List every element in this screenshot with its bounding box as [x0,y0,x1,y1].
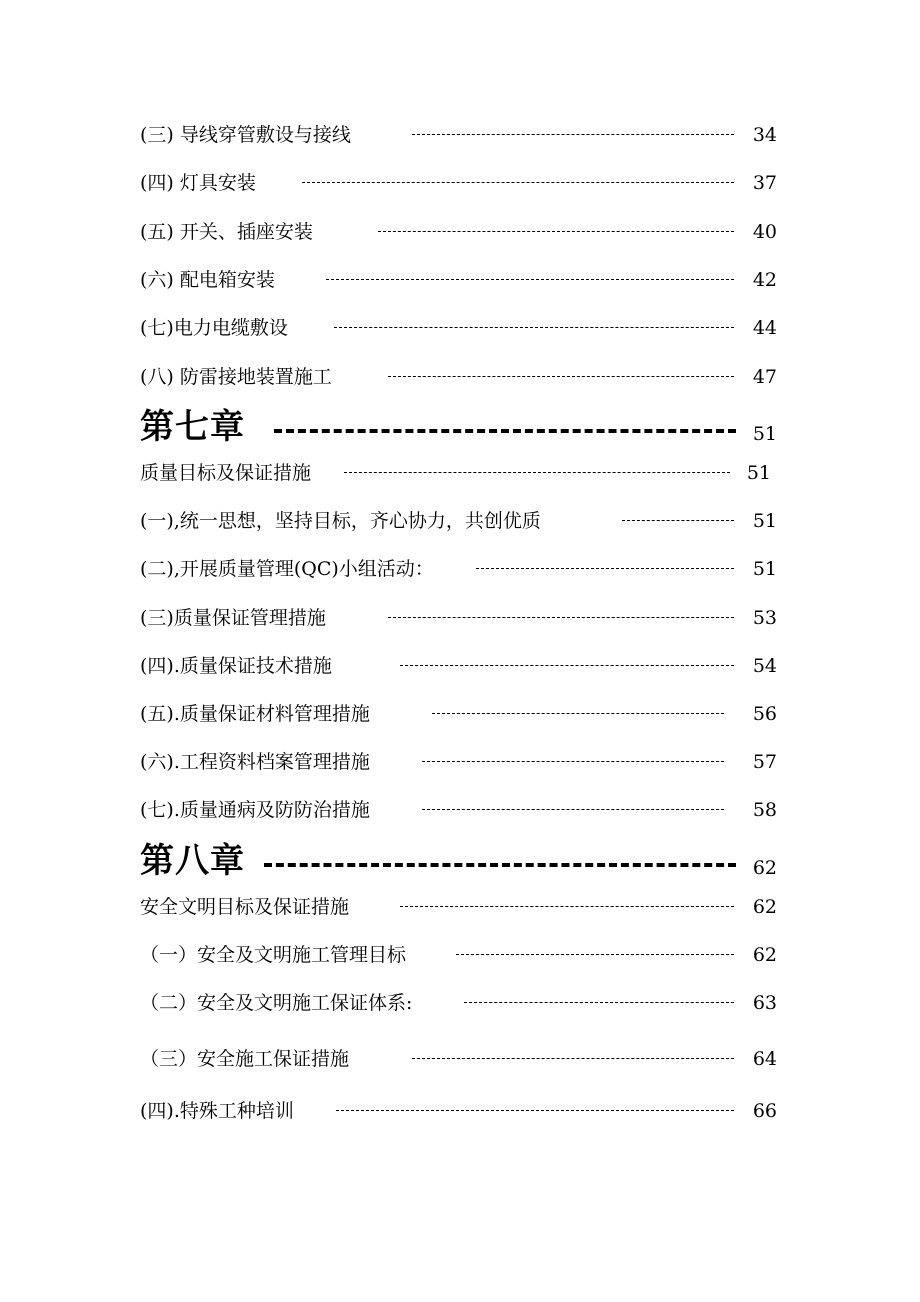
toc-page-number: 54 [752,655,777,677]
dot-leader [432,713,724,714]
toc-entry [140,217,780,247]
toc-entry [140,554,780,584]
dot-leader [422,761,724,762]
toc-entry [140,603,780,633]
toc-entry-title: 安全文明目标及保证措施 [140,896,350,918]
toc-page-number: 62 [752,896,777,918]
dot-leader [388,376,734,377]
toc-entry-title: (一),统一思想，坚持目标，齐心协力，共创优质 [140,510,541,532]
toc-entry-title: 质量目标及保证措施 [140,462,312,484]
toc-page-number: 64 [752,1048,777,1070]
toc-entry-title: (四).特殊工种培训 [140,1100,294,1122]
toc-page-number: 56 [752,703,777,725]
toc-page-number: 57 [752,751,777,773]
toc-entry [140,1096,780,1126]
dot-leader [400,665,734,666]
toc-page-number: 34 [752,124,777,146]
toc-page-number: 62 [752,857,777,879]
toc-page-number: 53 [752,607,777,629]
toc-entry-title: (二),开展质量管理(QC)小组活动： [140,558,434,580]
toc-page-number: 37 [752,172,777,194]
toc-entry-title: (五).质量保证材料管理措施 [140,703,370,725]
toc-page-number: 42 [752,269,777,291]
toc-entry [140,362,780,392]
dot-leader [476,568,734,569]
toc-entry [140,988,780,1018]
chapter-title: 第七章 [140,407,245,447]
toc-entry-title: (三) 导线穿管敷设与接线 [140,124,351,146]
dot-leader [274,429,736,433]
toc-entry [140,795,780,825]
toc-entry [140,458,780,488]
toc-page-number: 62 [752,944,777,966]
toc-entry [140,651,780,681]
toc-page-number: 51 [752,558,777,580]
dot-leader [622,520,734,521]
toc-entry-title: (三)质量保证管理措施 [140,607,326,629]
chapter-heading [140,405,780,455]
dot-leader [400,906,734,907]
dot-leader [302,182,734,183]
toc-page-number: 44 [752,317,777,339]
toc-entry-title: (四) 灯具安装 [140,172,256,194]
chapter-title: 第八章 [140,841,245,881]
toc-page-number: 58 [752,799,777,821]
dot-leader [326,279,734,280]
toc-entry [140,313,780,343]
toc-page-number: 51 [752,423,777,445]
toc-entry-title: (五) 开关、插座安装 [140,221,313,243]
dot-leader [388,617,734,618]
dot-leader [334,327,734,328]
chapter-heading [140,839,780,889]
toc-entry-title: (四).质量保证技术措施 [140,655,332,677]
toc-page-number: 51 [746,462,771,484]
toc-entry [140,506,780,536]
toc-entry [140,699,780,729]
toc-page-number: 63 [752,992,777,1014]
toc-page-number: 40 [752,221,777,243]
toc-page-number: 47 [752,366,777,388]
toc-entry-title: （一）安全及文明施工管理目标 [140,944,407,966]
toc-entry-title: （三）安全施工保证措施 [140,1048,350,1070]
toc-page-number: 51 [752,510,777,532]
toc-entry [140,892,780,922]
toc-entry-title: (八) 防雷接地装置施工 [140,366,332,388]
toc-entry [140,168,780,198]
toc-page-number: 66 [752,1100,777,1122]
dot-leader [378,231,734,232]
toc-entry [140,1044,780,1074]
dot-leader [412,1058,734,1059]
toc-entry [140,747,780,777]
dot-leader [456,954,734,955]
toc-entry-title: (七)电力电缆敷设 [140,317,288,339]
dot-leader [264,863,736,867]
toc-entry-title: （二）安全及文明施工保证体系: [140,992,413,1014]
toc-entry [140,120,780,150]
dot-leader [412,134,734,135]
dot-leader [464,1002,734,1003]
dot-leader [344,472,730,473]
toc-entry-title: (七).质量通病及防防治措施 [140,799,370,821]
toc-entry [140,940,780,970]
toc-entry [140,265,780,295]
dot-leader [422,809,724,810]
toc-entry-title: (六).工程资料档案管理措施 [140,751,370,773]
toc-entry-title: (六) 配电箱安装 [140,269,275,291]
dot-leader [336,1110,734,1111]
